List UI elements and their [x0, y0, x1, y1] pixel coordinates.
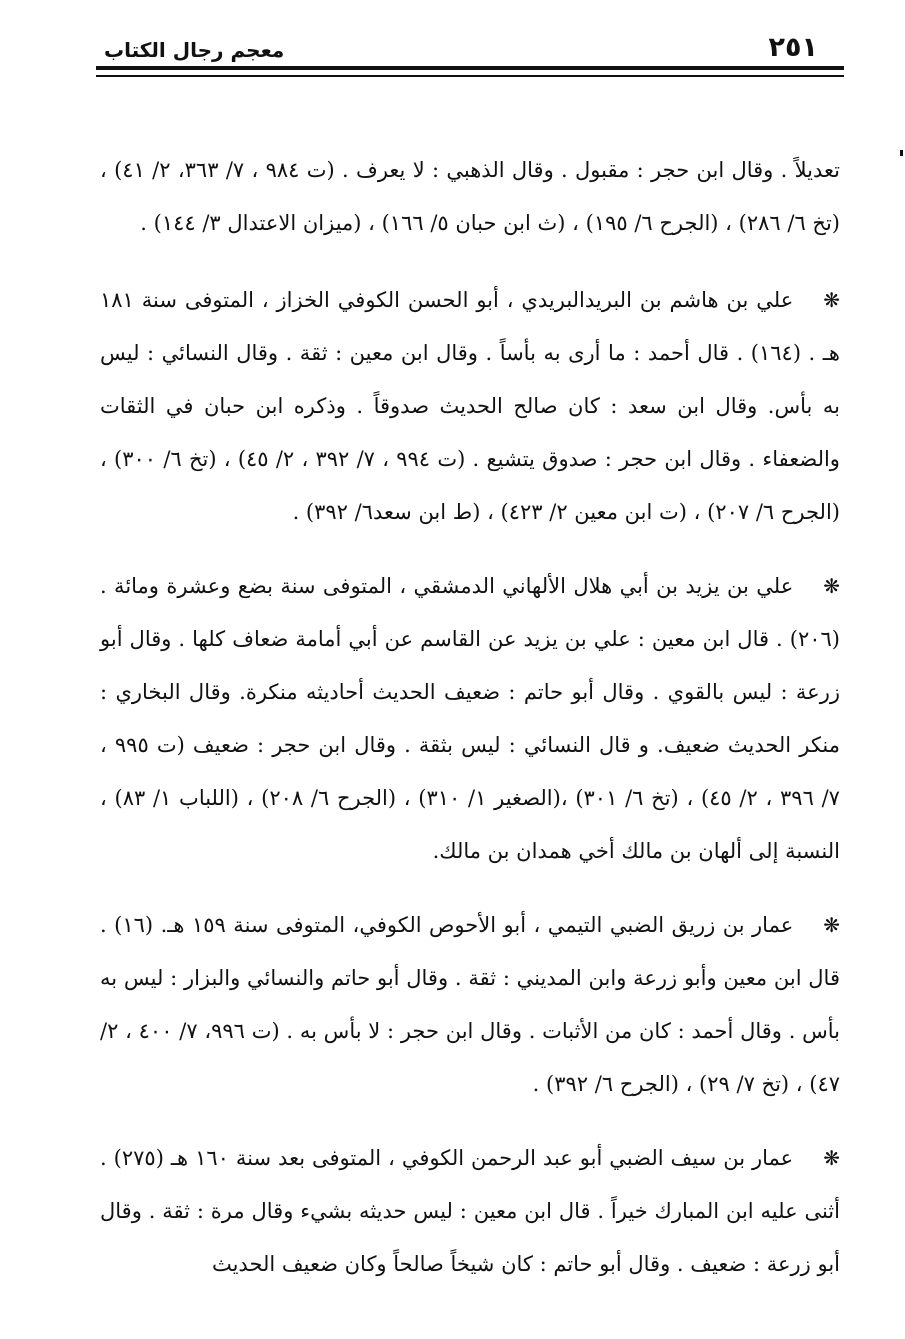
page-header	[96, 28, 838, 68]
star-ornament-icon: ❋	[823, 1146, 840, 1170]
margin-mark	[900, 150, 903, 156]
entry-text: تعديلاً . وقال ابن حجر : مقبول . وقال الذهبي : لا يعرف . (ت ٩٨٤ ، ٧/ ٣٦٣، ٢/ ٤١) ، (تخ ٦/ ٢٨٦) ، (الجرح ٦/ ١٩٥) ، (ث ابن حبان ٥/ ١٦٦) ، (ميزان الاعتدال ٣/ ١٤٤) .	[100, 158, 840, 235]
entry	[100, 274, 840, 539]
entry-text: عمار بن زريق الضبي التيمي ، أبو الأحوص الكوفي، المتوفى سنة ١٥٩ هـ. (١٦) . قال ابن معين وأبو زرعة وابن المديني : ثقة . وقال أبو حاتم والنسائي والبزار : ليس به بأس . وقال أحمد : كان من الأثبات . وقال ابن حجر : لا بأس به . (ت ٩٩٦، ٧/ ٤٠٠ ، ٢/ ٤٧) ، (تخ ٧/ ٢٩) ، (الجرح ٦/ ٣٩٢) .	[100, 913, 840, 1096]
page-body	[100, 144, 840, 1312]
header-rule-thin	[96, 75, 844, 77]
entry-text: علي بن يزيد بن أبي هلال الألهاني الدمشقي ، المتوفى سنة بضع وعشرة ومائة . (٢٠٦) . قال ابن معين : علي بن يزيد عن القاسم عن أبي أمامة ضعاف كلها . وقال أبو زرعة : ليس بالقوي . وقال أبو حاتم : ضعيف الحديث أحاديثه منكرة. وقال البخاري : منكر الحديث ضعيف. و قال النسائي : ليس بثقة . وقال ابن حجر : ضعيف (ت ٩٩٥ ، ٧/ ٣٩٦ ، ٢/ ٤٥) ، (تخ ٦/ ٣٠١) ،(الصغير ١/ ٣١٠) ، (الجرح ٦/ ٢٠٨) ، (اللباب ١/ ٨٣) ، النسبة إلى ألهان بن مالك أخي همدان بن مالك.	[100, 574, 841, 863]
entry	[100, 560, 840, 878]
star-ornament-icon: ❋	[823, 288, 840, 312]
entry-text: عمار بن سيف الضبي أبو عبد الرحمن الكوفي ، المتوفى بعد سنة ١٦٠ هـ (٢٧٥) . أثنى عليه ابن المبارك خيراً . قال ابن معين : ليس حديثه بشيء وقال مرة : ثقة . وقال أبو زرعة : ضعيف . وقال أبو حاتم : كان شيخاً صالحاً وكان ضعيف الحديث	[100, 1146, 840, 1276]
entry-text: علي بن هاشم بن البريدالبريدي ، أبو الحسن الكوفي الخزاز ، المتوفى سنة ١٨١ هـ . (١٦٤) . قال أحمد : ما أرى به بأساً . وقال ابن معين : ثقة . وقال النسائي : ليس به بأس. وقال ابن سعد : كان صالح الحديث صدوقاً . وذكره ابن حبان في الثقات والضعفاء . وقال ابن حجر : صدوق يتشيع . (ت ٩٩٤ ، ٧/ ٣٩٢ ، ٢/ ٤٥) ، (تخ ٦/ ٣٠٠) ، (الجرح ٦/ ٢٠٧) ، (ت ابن معين ٢/ ٤٢٣) ، (ط ابن سعد٦/ ٣٩٢) .	[100, 288, 840, 524]
entry	[100, 899, 840, 1111]
running-title: معجم رجال الكتاب	[104, 38, 285, 62]
star-ornament-icon: ❋	[823, 913, 841, 937]
header-rule-thick	[96, 66, 844, 70]
star-ornament-icon: ❋	[823, 574, 840, 598]
entry-continuation	[100, 144, 840, 250]
page-number: ٢٥١	[768, 32, 818, 63]
entry	[100, 1132, 840, 1291]
